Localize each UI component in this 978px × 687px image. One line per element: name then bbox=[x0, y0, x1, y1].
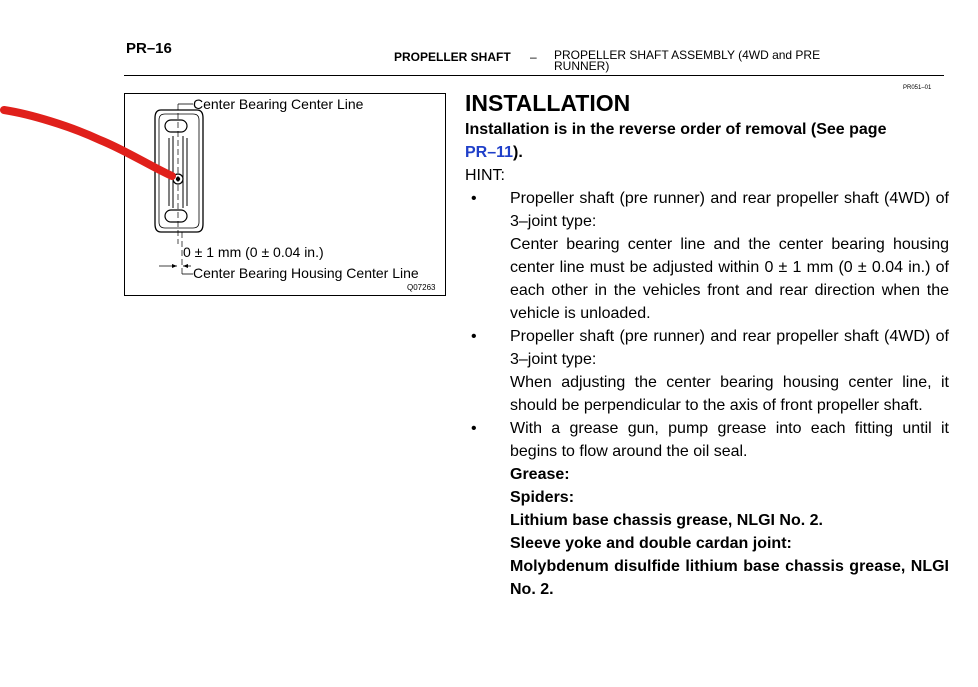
bullet-icon: • bbox=[471, 328, 477, 345]
page-number: PR–16 bbox=[126, 40, 172, 57]
spec-spiders: Spiders: bbox=[510, 489, 575, 506]
bullet-body: With a grease gun, pump grease into each fitting until it begins to flow around the oil seal. bbox=[510, 420, 949, 460]
installation-intro bbox=[465, 118, 949, 164]
intro-suffix: ). bbox=[513, 144, 523, 161]
figure-center-bearing bbox=[124, 93, 446, 296]
spec-sleeve-yoke-grease: Molybdenum disulfide lithium base chassis grease, NLGI No. 2. bbox=[510, 558, 949, 598]
bullet-icon: • bbox=[471, 190, 477, 207]
spec-sleeve-yoke: Sleeve yoke and double cardan joint: bbox=[510, 535, 792, 552]
header-section-title: PROPELLER SHAFT bbox=[394, 50, 511, 64]
hint-label: HINT: bbox=[465, 167, 505, 184]
intro-text: Installation is in the reverse order of removal (See page bbox=[465, 121, 887, 138]
hint-list bbox=[465, 187, 949, 601]
document-code: PR051–01 bbox=[903, 85, 932, 91]
bullet-icon: • bbox=[471, 420, 477, 437]
page-reference-link[interactable]: PR–11 bbox=[465, 144, 514, 161]
spec-grease: Grease: bbox=[510, 466, 570, 483]
spec-spiders-grease: Lithium base chassis grease, NLGI No. 2. bbox=[510, 512, 823, 529]
figure-code: Q07263 bbox=[407, 283, 436, 292]
bullet-heading: Propeller shaft (pre runner) and rear propeller shaft (4WD) of 3–joint type: bbox=[510, 328, 949, 368]
list-item bbox=[465, 325, 949, 417]
list-item bbox=[465, 417, 949, 601]
label-center-bearing-center-line: Center Bearing Center Line bbox=[193, 96, 364, 112]
section-title: INSTALLATION bbox=[465, 90, 631, 116]
bullet-body: When adjusting the center bearing housing center line, it should be perpendicular to the axis of front propeller shaft. bbox=[510, 374, 949, 414]
header-rule bbox=[124, 75, 944, 76]
label-housing-center-line: Center Bearing Housing Center Line bbox=[193, 265, 419, 281]
header-subsection-title: PROPELLER SHAFT ASSEMBLY (4WD and PRE RUNNER) bbox=[554, 48, 821, 73]
bullet-body: Center bearing center line and the center bearing housing center line must be adjusted within 0 ± 1 mm (0 ± 0.04 in.) of each other in the vehicles front and rear direction when the vehicle is unloaded. bbox=[510, 236, 949, 322]
list-item bbox=[465, 187, 949, 325]
installation-section bbox=[465, 88, 949, 601]
bullet-heading: Propeller shaft (pre runner) and rear propeller shaft (4WD) of 3–joint type: bbox=[510, 190, 949, 230]
label-tolerance: 0 ± 1 mm (0 ± 0.04 in.) bbox=[183, 244, 324, 260]
header-separator: – bbox=[530, 50, 537, 64]
